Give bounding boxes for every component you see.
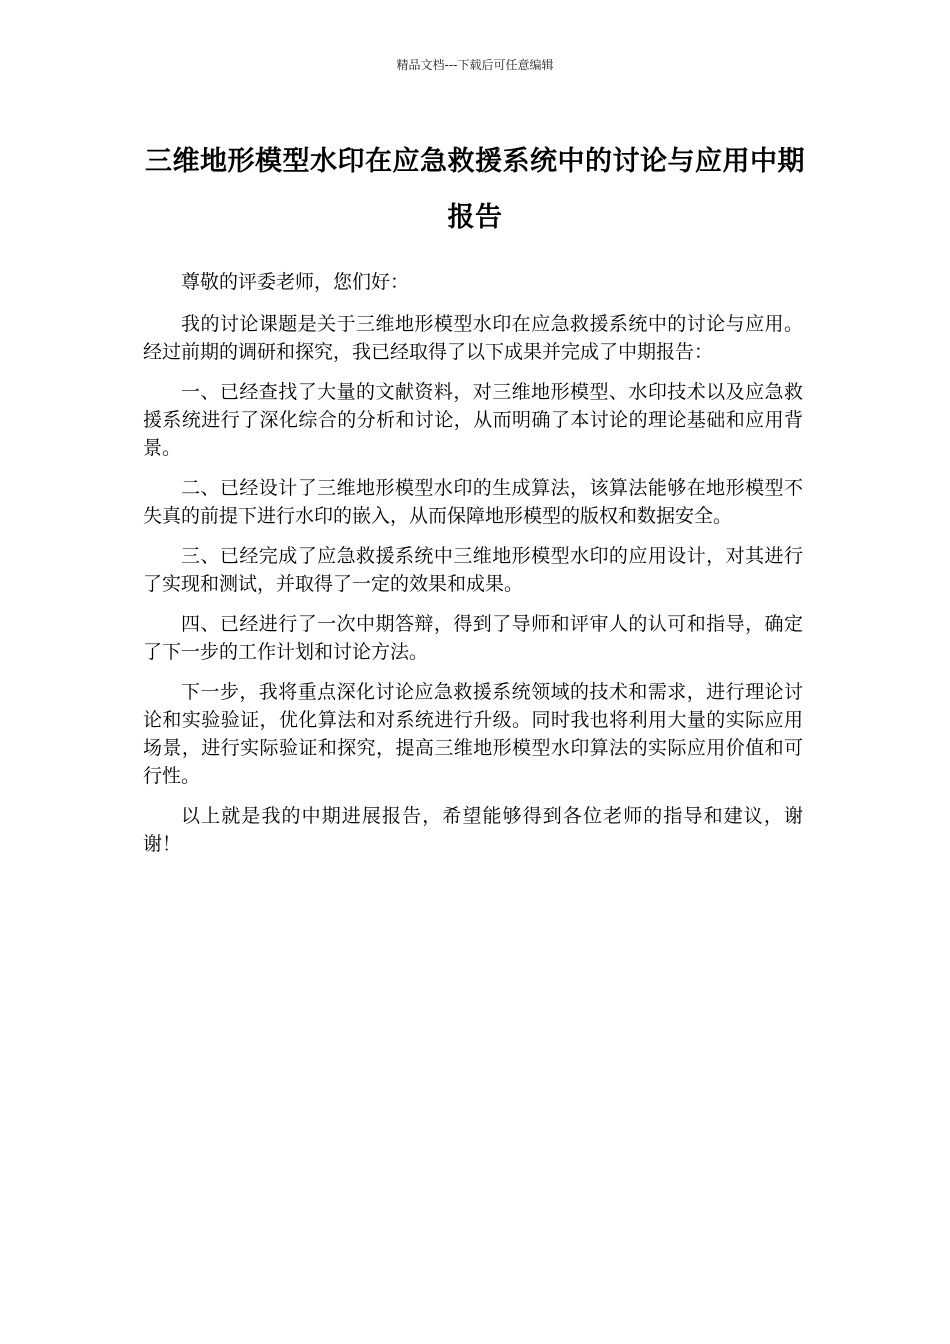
greeting-paragraph: 尊敬的评委老师，您们好： (181, 271, 410, 293)
body-paragraph: 下一步，我将重点深化讨论应急救援系统领域的技术和需求，进行理论讨论和实验验证，优化算法和对系统进行升级。同时我也将利用大量的实际应用场景，进行实际验证和探究，提高三维地形模型水印算法的实际应用价值和可行性。 (143, 681, 803, 787)
body-paragraph: 四、已经进行了一次中期答辩，得到了导师和评审人的认可和指导，确定了下一步的工作计划和讨论方法。 (143, 613, 803, 663)
closing-paragraph: 以上就是我的中期进展报告，希望能够得到各位老师的指导和建议，谢谢！ (143, 805, 803, 855)
header-note: 精品文档---下载后可任意编辑 (396, 58, 554, 72)
body-paragraph: 三、已经完成了应急救援系统中三维地形模型水印的应用设计，对其进行了实现和测试，并取得了一定的效果和成果。 (143, 545, 803, 595)
document-body (143, 268, 803, 870)
document-title: 三维地形模型水印在应急救援系统中的讨论与应用中期报告 (145, 146, 805, 233)
body-paragraph: 我的讨论课题是关于三维地形模型水印在应急救援系统中的讨论与应用。经过前期的调研和探究，我已经取得了以下成果并完成了中期报告： (143, 313, 803, 363)
body-paragraph: 一、已经查找了大量的文献资料，对三维地形模型、水印技术以及应急救援系统进行了深化综合的分析和讨论，从而明确了本讨论的理论基础和应用背景。 (143, 381, 803, 459)
body-paragraph: 二、已经设计了三维地形模型水印的生成算法，该算法能够在地形模型不失真的前提下进行水印的嵌入，从而保障地形模型的版权和数据安全。 (143, 477, 803, 527)
